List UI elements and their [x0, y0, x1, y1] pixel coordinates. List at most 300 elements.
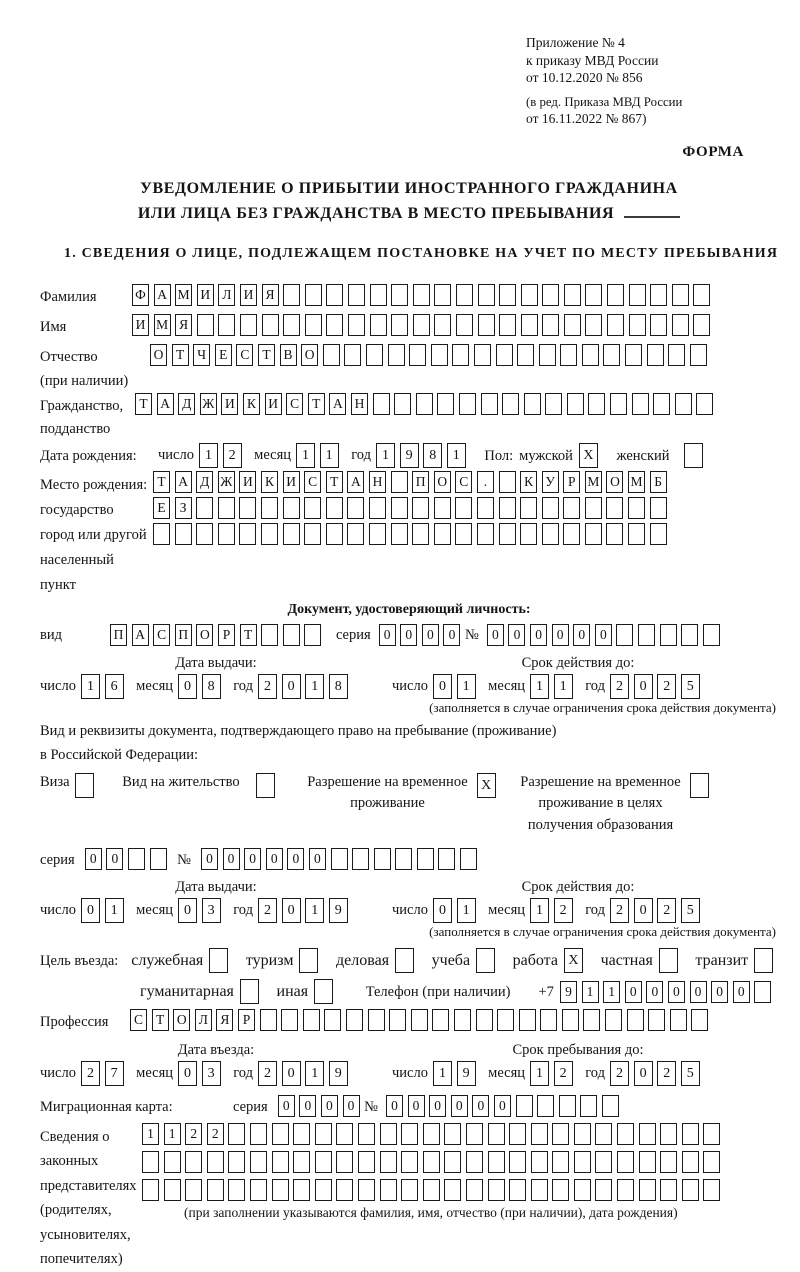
char-box[interactable]: 2: [554, 898, 573, 923]
char-box[interactable]: [693, 314, 710, 336]
char-box[interactable]: [128, 848, 145, 870]
char-box[interactable]: 2: [258, 674, 277, 699]
char-box[interactable]: 0: [386, 1095, 403, 1117]
char-box[interactable]: [228, 1151, 245, 1173]
char-box[interactable]: [347, 497, 364, 519]
char-box[interactable]: [293, 1151, 310, 1173]
char-box[interactable]: [293, 1123, 310, 1145]
char-box[interactable]: [185, 1179, 202, 1201]
char-box[interactable]: Р: [238, 1009, 255, 1031]
char-box[interactable]: [315, 1151, 332, 1173]
char-box[interactable]: Ж: [200, 393, 217, 415]
char-box[interactable]: О: [150, 344, 167, 366]
char-box[interactable]: 0: [487, 624, 504, 646]
char-box[interactable]: [153, 523, 170, 545]
char-box[interactable]: И: [221, 393, 238, 415]
char-box[interactable]: [366, 344, 383, 366]
char-box[interactable]: И: [265, 393, 282, 415]
char-box[interactable]: 0: [266, 848, 283, 870]
char-box[interactable]: [488, 1151, 505, 1173]
char-box[interactable]: [466, 1179, 483, 1201]
char-box[interactable]: З: [175, 497, 192, 519]
purpose-private-checkbox[interactable]: [659, 948, 683, 973]
char-box[interactable]: [539, 344, 556, 366]
profession-boxes[interactable]: [130, 1009, 713, 1031]
char-box[interactable]: Т: [258, 344, 275, 366]
char-box[interactable]: [413, 284, 430, 306]
char-box[interactable]: [256, 773, 275, 798]
char-box[interactable]: [395, 848, 412, 870]
char-box[interactable]: 0: [508, 624, 525, 646]
birth-day-boxes[interactable]: [199, 443, 246, 468]
char-box[interactable]: 1: [164, 1123, 181, 1145]
char-box[interactable]: 0: [408, 1095, 425, 1117]
char-box[interactable]: Я: [175, 314, 192, 336]
permit-valid-month[interactable]: [530, 898, 577, 923]
char-box[interactable]: [336, 1123, 353, 1145]
char-box[interactable]: [583, 1009, 600, 1031]
char-box[interactable]: О: [173, 1009, 190, 1031]
char-box[interactable]: Р: [218, 624, 235, 646]
char-box[interactable]: 1: [305, 674, 324, 699]
char-box[interactable]: 2: [258, 1061, 277, 1086]
char-box[interactable]: 1: [305, 1061, 324, 1086]
char-box[interactable]: 2: [610, 898, 629, 923]
char-box[interactable]: [531, 1123, 548, 1145]
char-box[interactable]: [323, 344, 340, 366]
char-box[interactable]: 0: [282, 1061, 301, 1086]
char-box[interactable]: 0: [343, 1095, 360, 1117]
char-box[interactable]: [304, 497, 321, 519]
char-box[interactable]: [474, 344, 491, 366]
char-box[interactable]: 1: [530, 674, 549, 699]
char-box[interactable]: 0: [429, 1095, 446, 1117]
char-box[interactable]: 0: [595, 624, 612, 646]
char-box[interactable]: 0: [711, 981, 728, 1003]
char-box[interactable]: [423, 1179, 440, 1201]
char-box[interactable]: [616, 624, 633, 646]
char-box[interactable]: [209, 948, 228, 973]
char-box[interactable]: [552, 1151, 569, 1173]
char-box[interactable]: 0: [573, 624, 590, 646]
char-box[interactable]: [185, 1151, 202, 1173]
char-box[interactable]: М: [154, 314, 171, 336]
char-box[interactable]: 0: [178, 1061, 197, 1086]
char-box[interactable]: [239, 497, 256, 519]
char-box[interactable]: 0: [299, 1095, 316, 1117]
char-box[interactable]: 9: [457, 1061, 476, 1086]
char-box[interactable]: [617, 1179, 634, 1201]
char-box[interactable]: 9: [329, 898, 348, 923]
char-box[interactable]: [628, 523, 645, 545]
char-box[interactable]: [395, 948, 414, 973]
char-box[interactable]: [595, 1179, 612, 1201]
char-box[interactable]: Л: [218, 284, 235, 306]
char-box[interactable]: П: [110, 624, 127, 646]
char-box[interactable]: 1: [530, 898, 549, 923]
char-box[interactable]: [272, 1123, 289, 1145]
char-box[interactable]: [346, 1009, 363, 1031]
char-box[interactable]: [261, 523, 278, 545]
char-box[interactable]: 1: [554, 674, 573, 699]
char-box[interactable]: [283, 314, 300, 336]
char-box[interactable]: А: [157, 393, 174, 415]
char-box[interactable]: О: [301, 344, 318, 366]
char-box[interactable]: [585, 523, 602, 545]
char-box[interactable]: [559, 1095, 576, 1117]
char-box[interactable]: 8: [202, 674, 221, 699]
char-box[interactable]: К: [261, 471, 278, 493]
char-box[interactable]: 1: [305, 898, 324, 923]
permit-valid-year[interactable]: [610, 898, 704, 923]
permit-valid-day[interactable]: [433, 898, 480, 923]
birth-year-boxes[interactable]: [376, 443, 470, 468]
char-box[interactable]: 0: [178, 898, 197, 923]
char-box[interactable]: [434, 497, 451, 519]
char-box[interactable]: [444, 1151, 461, 1173]
citizenship-boxes[interactable]: [135, 393, 718, 415]
char-box[interactable]: Е: [215, 344, 232, 366]
char-box[interactable]: 0: [634, 1061, 653, 1086]
char-box[interactable]: [250, 1151, 267, 1173]
char-box[interactable]: [703, 624, 720, 646]
char-box[interactable]: А: [347, 471, 364, 493]
char-box[interactable]: Я: [262, 284, 279, 306]
char-box[interactable]: [283, 624, 300, 646]
char-box[interactable]: [352, 848, 369, 870]
doc-series-boxes[interactable]: [379, 624, 465, 646]
char-box[interactable]: 0: [433, 674, 452, 699]
char-box[interactable]: 0: [282, 898, 301, 923]
permit-number-boxes[interactable]: [201, 848, 482, 870]
char-box[interactable]: 1: [447, 443, 466, 468]
char-box[interactable]: [610, 393, 627, 415]
char-box[interactable]: [542, 284, 559, 306]
permit-series-boxes[interactable]: [85, 848, 171, 870]
char-box[interactable]: [524, 393, 541, 415]
char-box[interactable]: X: [564, 948, 583, 973]
char-box[interactable]: 2: [610, 674, 629, 699]
char-box[interactable]: [455, 523, 472, 545]
char-box[interactable]: 1: [603, 981, 620, 1003]
char-box[interactable]: О: [434, 471, 451, 493]
char-box[interactable]: [542, 497, 559, 519]
char-box[interactable]: [517, 344, 534, 366]
char-box[interactable]: [348, 284, 365, 306]
char-box[interactable]: М: [628, 471, 645, 493]
char-box[interactable]: [660, 1179, 677, 1201]
char-box[interactable]: С: [236, 344, 253, 366]
char-box[interactable]: [434, 314, 451, 336]
purpose-business-checkbox[interactable]: [209, 948, 233, 973]
char-box[interactable]: И: [197, 284, 214, 306]
char-box[interactable]: [481, 393, 498, 415]
char-box[interactable]: С: [130, 1009, 147, 1031]
char-box[interactable]: [299, 948, 318, 973]
char-box[interactable]: 3: [202, 898, 221, 923]
char-box[interactable]: [660, 1123, 677, 1145]
migration-series-boxes[interactable]: [278, 1095, 364, 1117]
char-box[interactable]: [542, 523, 559, 545]
char-box[interactable]: [380, 1123, 397, 1145]
legal-reps-row2[interactable]: [142, 1151, 725, 1173]
char-box[interactable]: Т: [240, 624, 257, 646]
char-box[interactable]: [562, 1009, 579, 1031]
char-box[interactable]: 2: [657, 1061, 676, 1086]
char-box[interactable]: [754, 948, 773, 973]
char-box[interactable]: [239, 523, 256, 545]
char-box[interactable]: [497, 1009, 514, 1031]
char-box[interactable]: Н: [369, 471, 386, 493]
purpose-transit-checkbox[interactable]: [754, 948, 778, 973]
char-box[interactable]: [675, 393, 692, 415]
char-box[interactable]: 0: [472, 1095, 489, 1117]
char-box[interactable]: [391, 284, 408, 306]
residence-permit-checkbox[interactable]: [256, 773, 280, 798]
char-box[interactable]: 0: [646, 981, 663, 1003]
purpose-humanitarian-checkbox[interactable]: [240, 979, 264, 1004]
char-box[interactable]: [632, 393, 649, 415]
purpose-work-checkbox[interactable]: [564, 948, 588, 973]
stay-year[interactable]: [610, 1061, 704, 1086]
char-box[interactable]: 2: [610, 1061, 629, 1086]
char-box[interactable]: [627, 1009, 644, 1031]
char-box[interactable]: [344, 344, 361, 366]
char-box[interactable]: С: [286, 393, 303, 415]
char-box[interactable]: [595, 1151, 612, 1173]
char-box[interactable]: П: [412, 471, 429, 493]
char-box[interactable]: [574, 1179, 591, 1201]
char-box[interactable]: 0: [287, 848, 304, 870]
char-box[interactable]: А: [175, 471, 192, 493]
char-box[interactable]: [369, 523, 386, 545]
char-box[interactable]: [389, 1009, 406, 1031]
char-box[interactable]: Т: [153, 471, 170, 493]
char-box[interactable]: [304, 624, 321, 646]
char-box[interactable]: [703, 1123, 720, 1145]
char-box[interactable]: [228, 1123, 245, 1145]
char-box[interactable]: [438, 848, 455, 870]
char-box[interactable]: [150, 848, 167, 870]
char-box[interactable]: [413, 314, 430, 336]
doc-issue-month[interactable]: [178, 674, 225, 699]
char-box[interactable]: [690, 344, 707, 366]
char-box[interactable]: 2: [185, 1123, 202, 1145]
permit-issue-day[interactable]: [81, 898, 128, 923]
char-box[interactable]: [336, 1179, 353, 1201]
char-box[interactable]: [460, 848, 477, 870]
char-box[interactable]: [401, 1151, 418, 1173]
char-box[interactable]: [272, 1151, 289, 1173]
char-box[interactable]: [476, 1009, 493, 1031]
char-box[interactable]: [502, 393, 519, 415]
char-box[interactable]: 0: [443, 624, 460, 646]
char-box[interactable]: В: [280, 344, 297, 366]
char-box[interactable]: [391, 314, 408, 336]
char-box[interactable]: 0: [668, 981, 685, 1003]
char-box[interactable]: [434, 523, 451, 545]
doc-valid-month[interactable]: [530, 674, 577, 699]
char-box[interactable]: [660, 624, 677, 646]
char-box[interactable]: 0: [494, 1095, 511, 1117]
char-box[interactable]: [682, 1151, 699, 1173]
char-box[interactable]: 0: [282, 674, 301, 699]
char-box[interactable]: Т: [326, 471, 343, 493]
char-box[interactable]: 0: [690, 981, 707, 1003]
char-box[interactable]: [466, 1151, 483, 1173]
char-box[interactable]: [552, 1123, 569, 1145]
char-box[interactable]: [574, 1123, 591, 1145]
char-box[interactable]: [545, 393, 562, 415]
char-box[interactable]: 2: [657, 674, 676, 699]
char-box[interactable]: 0: [625, 981, 642, 1003]
char-box[interactable]: 0: [634, 898, 653, 923]
char-box[interactable]: [693, 284, 710, 306]
char-box[interactable]: [197, 314, 214, 336]
char-box[interactable]: [521, 314, 538, 336]
char-box[interactable]: 0: [400, 624, 417, 646]
char-box[interactable]: Е: [153, 497, 170, 519]
char-box[interactable]: Ж: [218, 471, 235, 493]
char-box[interactable]: [509, 1123, 526, 1145]
char-box[interactable]: 2: [657, 898, 676, 923]
stay-month[interactable]: [530, 1061, 577, 1086]
char-box[interactable]: [391, 497, 408, 519]
char-box[interactable]: [281, 1009, 298, 1031]
char-box[interactable]: [459, 393, 476, 415]
char-box[interactable]: 1: [81, 674, 100, 699]
char-box[interactable]: [411, 1009, 428, 1031]
char-box[interactable]: [358, 1179, 375, 1201]
entry-day[interactable]: [81, 1061, 128, 1086]
char-box[interactable]: Д: [196, 471, 213, 493]
char-box[interactable]: [488, 1179, 505, 1201]
firstname-boxes[interactable]: [132, 314, 715, 336]
char-box[interactable]: Р: [563, 471, 580, 493]
doc-valid-year[interactable]: [610, 674, 704, 699]
char-box[interactable]: [218, 523, 235, 545]
permit-issue-year[interactable]: [258, 898, 352, 923]
char-box[interactable]: 1: [457, 674, 476, 699]
char-box[interactable]: [542, 314, 559, 336]
char-box[interactable]: М: [585, 471, 602, 493]
char-box[interactable]: [607, 284, 624, 306]
char-box[interactable]: [521, 284, 538, 306]
char-box[interactable]: [606, 523, 623, 545]
char-box[interactable]: [391, 471, 408, 493]
char-box[interactable]: [454, 1009, 471, 1031]
char-box[interactable]: [629, 314, 646, 336]
phone-boxes[interactable]: [560, 981, 776, 1003]
char-box[interactable]: [696, 393, 713, 415]
doc-kind-boxes[interactable]: [110, 624, 326, 646]
char-box[interactable]: [585, 497, 602, 519]
char-box[interactable]: 0: [106, 848, 123, 870]
char-box[interactable]: [499, 497, 516, 519]
char-box[interactable]: [617, 1123, 634, 1145]
char-box[interactable]: [142, 1179, 159, 1201]
char-box[interactable]: [456, 284, 473, 306]
char-box[interactable]: [540, 1009, 557, 1031]
char-box[interactable]: [331, 848, 348, 870]
char-box[interactable]: [370, 314, 387, 336]
char-box[interactable]: [347, 523, 364, 545]
patronymic-boxes[interactable]: [150, 344, 711, 366]
char-box[interactable]: [531, 1151, 548, 1173]
char-box[interactable]: [560, 344, 577, 366]
char-box[interactable]: [262, 314, 279, 336]
char-box[interactable]: И: [240, 284, 257, 306]
char-box[interactable]: 5: [681, 898, 700, 923]
char-box[interactable]: Т: [135, 393, 152, 415]
char-box[interactable]: 3: [202, 1061, 221, 1086]
char-box[interactable]: [207, 1151, 224, 1173]
char-box[interactable]: [423, 1123, 440, 1145]
char-box[interactable]: 0: [81, 898, 100, 923]
char-box[interactable]: Ч: [193, 344, 210, 366]
char-box[interactable]: 7: [105, 1061, 124, 1086]
char-box[interactable]: 0: [552, 624, 569, 646]
char-box[interactable]: С: [455, 471, 472, 493]
char-box[interactable]: [478, 314, 495, 336]
char-box[interactable]: [164, 1151, 181, 1173]
char-box[interactable]: С: [153, 624, 170, 646]
char-box[interactable]: 0: [244, 848, 261, 870]
char-box[interactable]: Т: [172, 344, 189, 366]
char-box[interactable]: 1: [199, 443, 218, 468]
char-box[interactable]: [455, 497, 472, 519]
visa-checkbox[interactable]: [75, 773, 99, 798]
doc-number-boxes[interactable]: [487, 624, 725, 646]
char-box[interactable]: М: [175, 284, 192, 306]
char-box[interactable]: [499, 523, 516, 545]
char-box[interactable]: 9: [400, 443, 419, 468]
char-box[interactable]: 0: [278, 1095, 295, 1117]
char-box[interactable]: Д: [178, 393, 195, 415]
char-box[interactable]: [564, 284, 581, 306]
char-box[interactable]: [648, 1009, 665, 1031]
char-box[interactable]: [585, 284, 602, 306]
char-box[interactable]: [476, 948, 495, 973]
char-box[interactable]: С: [304, 471, 321, 493]
char-box[interactable]: [582, 344, 599, 366]
char-box[interactable]: [563, 497, 580, 519]
legal-reps-row3[interactable]: [142, 1179, 725, 1201]
char-box[interactable]: 5: [681, 674, 700, 699]
char-box[interactable]: [496, 344, 513, 366]
char-box[interactable]: [509, 1151, 526, 1173]
char-box[interactable]: 1: [320, 443, 339, 468]
char-box[interactable]: [477, 523, 494, 545]
char-box[interactable]: 0: [733, 981, 750, 1003]
char-box[interactable]: [650, 523, 667, 545]
char-box[interactable]: [324, 1009, 341, 1031]
char-box[interactable]: [628, 497, 645, 519]
char-box[interactable]: [653, 393, 670, 415]
char-box[interactable]: Ф: [132, 284, 149, 306]
char-box[interactable]: 8: [423, 443, 442, 468]
char-box[interactable]: [499, 471, 516, 493]
char-box[interactable]: Т: [308, 393, 325, 415]
char-box[interactable]: 6: [105, 674, 124, 699]
char-box[interactable]: [348, 314, 365, 336]
char-box[interactable]: Л: [195, 1009, 212, 1031]
char-box[interactable]: [175, 523, 192, 545]
male-checkbox[interactable]: [579, 443, 603, 468]
char-box[interactable]: [374, 848, 391, 870]
char-box[interactable]: [412, 523, 429, 545]
char-box[interactable]: А: [154, 284, 171, 306]
